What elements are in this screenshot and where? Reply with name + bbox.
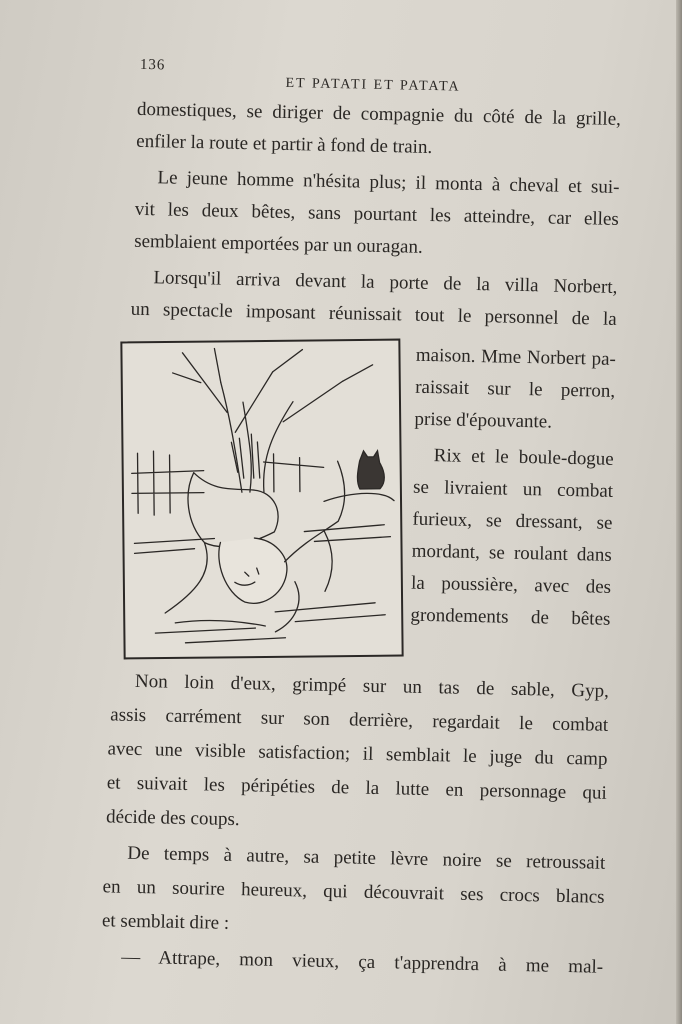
text-line: mordant, se roulant dans <box>411 540 612 566</box>
text-line: vit les deux bêtes, sans pourtant les atteindre, car elles <box>134 198 619 230</box>
text-line: grondements de bêtes <box>410 604 611 630</box>
text-line: et semblait dire : <box>101 910 230 934</box>
text-line: maison. Mme Norbert pa- <box>415 344 617 370</box>
illustration-dogs-fighting <box>120 339 403 660</box>
text-line: un spectacle imposant réunissait tout le personnel de la <box>130 298 617 330</box>
page-number: 136 <box>139 56 166 74</box>
text-line: semblaient emportées par un ouragan. <box>133 230 423 258</box>
text-line: en un sourire heureux, qui découvrait ses crocs blancs <box>102 876 605 908</box>
text-line: — Attrape, mon vieux, ça t'apprendra à me mal- <box>120 946 604 978</box>
text-line: raissait sur le perron, <box>414 376 616 402</box>
text-line: prise d'épouvante. <box>414 408 553 433</box>
text-line: décide des coups. <box>105 806 240 831</box>
text-line: assis carrément sur son derrière, regardait le combat <box>110 704 609 736</box>
text-line: et suivait les péripéties de la lutte en personnage qui <box>106 772 607 804</box>
running-title: ET PATATI ET PATATA <box>285 75 461 95</box>
text-line: De temps à autre, sa petite lèvre noire se retroussait <box>127 842 606 874</box>
text-line: Rix et le boule-dogue <box>433 445 614 470</box>
text-line: se livraient un combat <box>412 476 614 502</box>
text-line: domestiques, se diriger de compagnie du côté de la grille, <box>136 98 622 130</box>
text-line: furieux, se dressant, se <box>412 508 613 534</box>
text-line: Lorsqu'il arriva devant la porte de la villa Norbert, <box>153 267 618 298</box>
text-line: Le jeune homme n'hésita plus; il monta à cheval et sui- <box>157 167 620 198</box>
text-line: Non loin d'eux, grimpé sur un tas de sable, Gyp, <box>134 670 610 702</box>
text-line: enfiler la route et partir à fond de train. <box>136 130 433 159</box>
text-line: la poussière, avec des <box>410 572 612 598</box>
engraving-drawing <box>122 341 401 658</box>
text-line: avec une visible satisfaction; il semblait le juge du camp <box>107 738 608 770</box>
